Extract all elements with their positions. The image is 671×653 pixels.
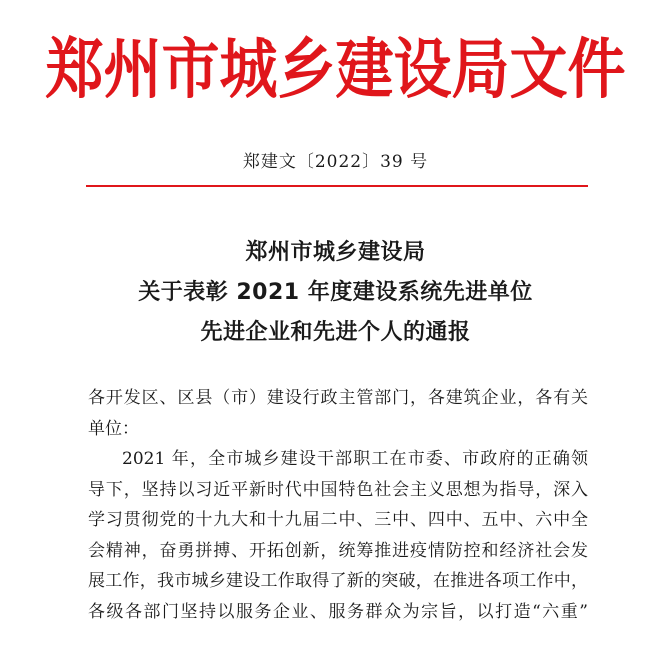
title-line-issuer: 郑州市城乡建设局 <box>245 240 426 265</box>
paragraph-line: 学习贯彻党的十九大和十九届二中、三中、四中、五中、六中全 <box>88 510 588 530</box>
paragraph-line: 2021 年，全市城乡建设干部职工在市委、市政府的正确领 <box>122 449 588 469</box>
paragraph-line: 会精神，奋勇拼搏、开拓创新，统筹推进疫情防控和经济社会发 <box>88 540 588 561</box>
document-number: 郑建文〔2022〕39 号 <box>242 152 429 172</box>
salutation-line-end: 单位： <box>88 418 139 439</box>
title-line-recipients: 先进企业和先进个人的通报 <box>200 320 471 345</box>
paragraph-line: 导下，坚持以习近平新时代中国特色社会主义思想为指导，深入 <box>88 479 588 500</box>
notice-title <box>0 233 671 353</box>
paragraph-line: 展工作，我市城乡建设工作取得了新的突破，在推进各项工作中， <box>88 571 588 591</box>
notice-body <box>88 383 588 627</box>
title-line-subject: 关于表彰 2021 年度建设系统先进单位 <box>138 280 533 305</box>
paragraph-line: 各级各部门坚持以服务企业、服务群众为宗旨，以打造“六重” <box>88 601 588 622</box>
salutation-line: 各开发区、区县（市）建设行政主管部门，各建筑企业，各有关 <box>88 388 588 408</box>
masthead-title: 郑州市城乡建设局文件 <box>45 31 626 108</box>
red-divider-rule <box>86 185 588 187</box>
